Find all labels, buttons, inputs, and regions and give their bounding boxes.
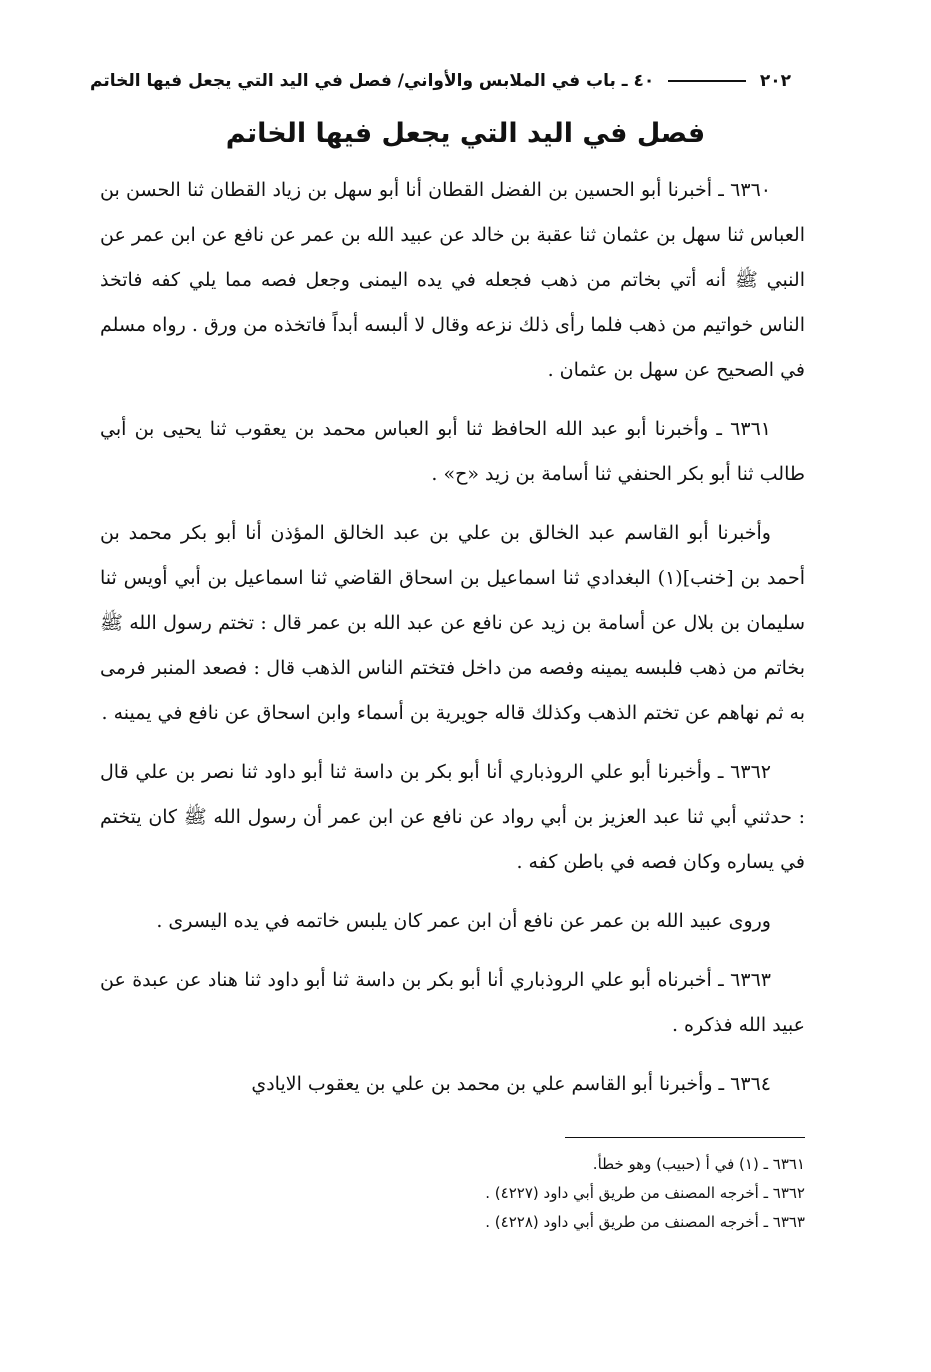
chapter-title: ٤٠ ـ باب في الملابس والأواني/ فصل في اليد التي يجعل فيها الخاتم bbox=[90, 71, 655, 91]
main-text bbox=[100, 168, 805, 1121]
paragraph-6362: ٦٣٦٢ ـ وأخبرنا أبو علي الروذباري أنا أبو بكر بن داسة ثنا أبو داود ثنا نصر بن علي قال : حدثني أبي ثنا عبد العزيز بن أبي رواد عن نافع عن ابن عمر أن رسول الله ﷺ كان يتختم في يساره وكان فصه في باطن كفه . bbox=[100, 761, 805, 873]
paragraph-6364: ٦٣٦٤ ـ وأخبرنا أبو القاسم علي بن محمد بن علي بن يعقوب الايادي bbox=[251, 1073, 771, 1095]
section-title: فصل في اليد التي يجعل فيها الخاتم bbox=[225, 118, 706, 149]
paragraph-6361-second-chain: وأخبرنا أبو القاسم عبد الخالق بن علي بن عبد الخالق المؤذن أنا أبو بكر محمد بن أحمد بن [خنب](١) البغدادي ثنا اسماعيل بن اسحاق القاضي ثنا اسماعيل بن أبي أويس ثنا سليمان بن بلال عن أسامة بن زيد عن نافع عن عبد الله بن عمر قال : تختم رسول الله ﷺ بخاتم من ذهب فلبسه يمينه وفصه من داخل فتختم الناس الذهب قال : فصعد المنبر فرمى به ثم نهاهم عن تختم الذهب وكذلك قاله جويرية بن أسماء وابن اسحاق عن نافع في يمينه . bbox=[100, 522, 805, 724]
paragraph-ubaidullah-narration: وروى عبيد الله بن عمر عن نافع أن ابن عمر كان يلبس خاتمه في يده اليسرى . bbox=[156, 910, 771, 932]
footnote-rule bbox=[565, 1137, 805, 1138]
page-number: ٢٠٢ bbox=[759, 71, 791, 91]
header-rule bbox=[668, 80, 746, 82]
paragraph-6361: ٦٣٦١ ـ وأخبرنا أبو عبد الله الحافظ ثنا أبو العباس محمد بن يعقوب ثنا يحيى بن أبي طالب ثنا أبو بكر الحنفي ثنا أسامة بن زيد «ح» . bbox=[100, 418, 805, 485]
footnotes bbox=[100, 1150, 805, 1237]
running-header bbox=[90, 64, 791, 98]
footnote-6363: ٦٣٦٣ ـ أخرجه المصنف من طريق أبي داود (٤٢٢٨) . bbox=[485, 1213, 805, 1231]
paragraph-6360: ٦٣٦٠ ـ أخبرنا أبو الحسين بن الفضل القطان أنا أبو سهل بن زياد القطان ثنا الحسن بن العباس ثنا سهل بن عثمان ثنا عقبة بن خالد عن عبيد الله بن عمر عن نافع عن ابن عمر عن النبي ﷺ أنه أتي بخاتم من ذهب فجعله في يده اليمنى وجعل فصه مما يلي كفه فاتخذ الناس خواتيم من ذهب فلما رأى ذلك نزعه وقال لا ألبسه أبداً فاتخذه من ورق . رواه مسلم في الصحيح عن سهل بن عثمان . bbox=[100, 179, 805, 381]
footnote-6362: ٦٣٦٢ ـ أخرجه المصنف من طريق أبي داود (٤٢٢٧) . bbox=[485, 1184, 805, 1202]
footnote-6361: ٦٣٦١ ـ (١) في أ (حبيب) وهو خطأ. bbox=[592, 1155, 805, 1173]
paragraph-6363: ٦٣٦٣ ـ أخبرناه أبو علي الروذباري أنا أبو بكر بن داسة ثنا أبو داود ثنا هناد عن عبدة عن عبيد الله فذكره . bbox=[100, 969, 805, 1036]
